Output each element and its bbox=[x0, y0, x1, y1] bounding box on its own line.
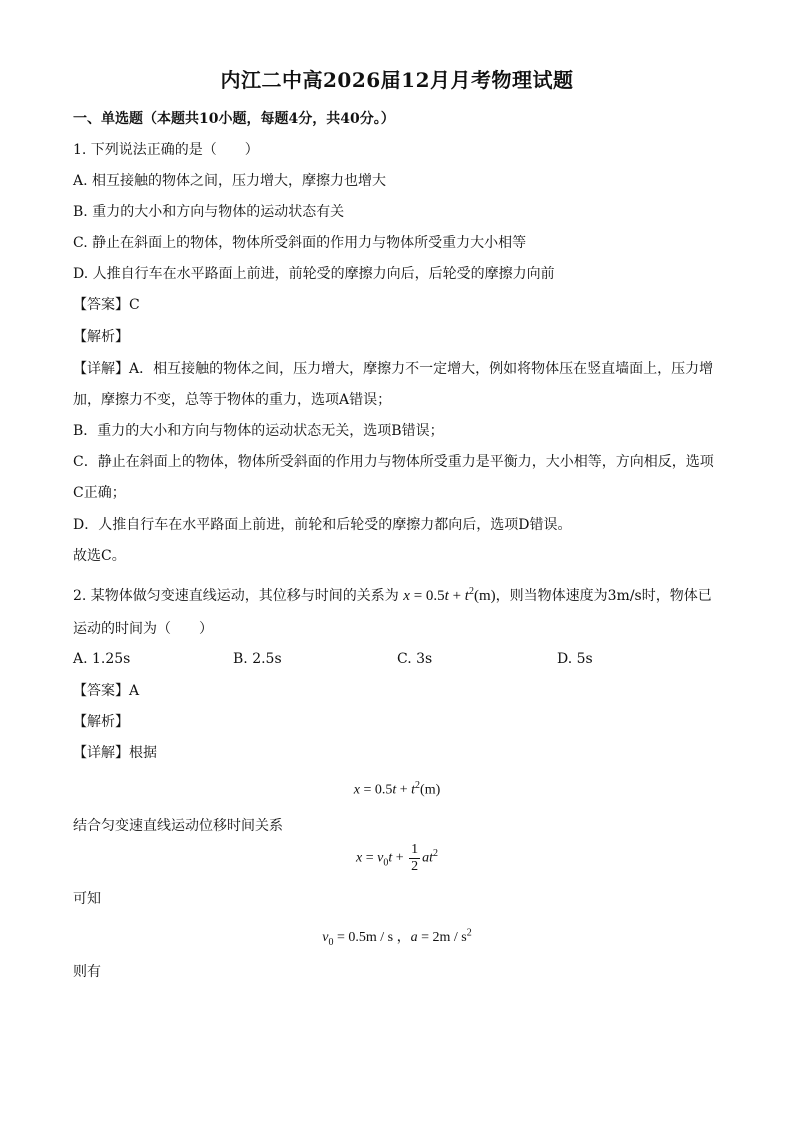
section-heading: 一、单选题（本题共10小题，每题4分，共40分。） bbox=[73, 111, 395, 127]
q2-stem-line2: 运动的时间为（ ） bbox=[73, 621, 213, 637]
q2-then-text: 则有 bbox=[73, 964, 101, 980]
q1-detail-line5: C正确； bbox=[73, 485, 126, 501]
q2-formula: $x = 0.5t + t^2(m)$ bbox=[403, 586, 496, 604]
q2-equation-1: $x = 0.5t + t^2(m)$ bbox=[353, 780, 441, 798]
q2-equation-3: $v_0 = 0.5m / s$ ，$a = 2m / s^2$ bbox=[322, 927, 472, 948]
q1-detail-line4: C．静止在斜面上的物体，物体所受斜面的作用力与物体所受重力是平衡力，大小相等，方向相反，选项 bbox=[73, 454, 714, 470]
q2-option-d: D. 5s bbox=[557, 651, 593, 667]
q1-stem: 1. 下列说法正确的是（ ） bbox=[73, 142, 259, 158]
q1-option-b: B. 重力的大小和方向与物体的运动状态有关 bbox=[73, 204, 345, 220]
q2-combine-text: 结合匀变速直线运动位移时间关系 bbox=[73, 818, 283, 834]
q1-detail-line2: 加，摩擦力不变，总等于物体的重力，选项A错误； bbox=[73, 392, 392, 408]
q2-answer: 【答案】A bbox=[73, 683, 140, 699]
q2-option-a: A. 1.25s bbox=[73, 651, 131, 667]
q2-equation-2: $x = v_0t$ + $\frac{1}{2}$ $at^2$ bbox=[355, 842, 439, 874]
q2-stem-pre: 2. 某物体做匀变速直线运动，其位移与时间的关系为 bbox=[73, 588, 399, 604]
q1-option-c: C. 静止在斜面上的物体，物体所受斜面的作用力与物体所受重力大小相等 bbox=[73, 235, 527, 251]
q2-option-b: B. 2.5s bbox=[233, 651, 282, 667]
q1-detail-line3: B．重力的大小和方向与物体的运动状态无关，选项B错误； bbox=[73, 423, 444, 439]
q2-option-c: C. 3s bbox=[397, 651, 433, 667]
q1-option-d: D. 人推自行车在水平路面上前进，前轮受的摩擦力向后，后轮受的摩擦力向前 bbox=[73, 266, 555, 282]
page-title: 内江二中高2026届12月月考物理试题 bbox=[220, 68, 574, 92]
q1-detail-line1: 【详解】A．相互接触的物体之间，压力增大，摩擦力不一定增大，例如将物体压在竖直墙面上，压力增 bbox=[73, 361, 714, 377]
q2-analysis-label: 【解析】 bbox=[73, 714, 129, 730]
q2-stem bbox=[73, 583, 712, 605]
q1-analysis-label: 【解析】 bbox=[73, 329, 129, 345]
q2-stem-post: ，则当物体速度为3m/s时，物体已 bbox=[495, 588, 712, 604]
q1-conclusion: 故选C。 bbox=[73, 548, 126, 564]
q1-detail-line6: D．人推自行车在水平路面上前进，前轮和后轮受的摩擦力都向后，选项D错误。 bbox=[73, 517, 572, 533]
q2-know-text: 可知 bbox=[73, 891, 101, 907]
q1-option-a: A. 相互接触的物体之间，压力增大，摩擦力也增大 bbox=[73, 173, 387, 189]
q1-answer: 【答案】C bbox=[73, 297, 140, 313]
q2-detail-line1: 【详解】根据 bbox=[73, 745, 157, 761]
